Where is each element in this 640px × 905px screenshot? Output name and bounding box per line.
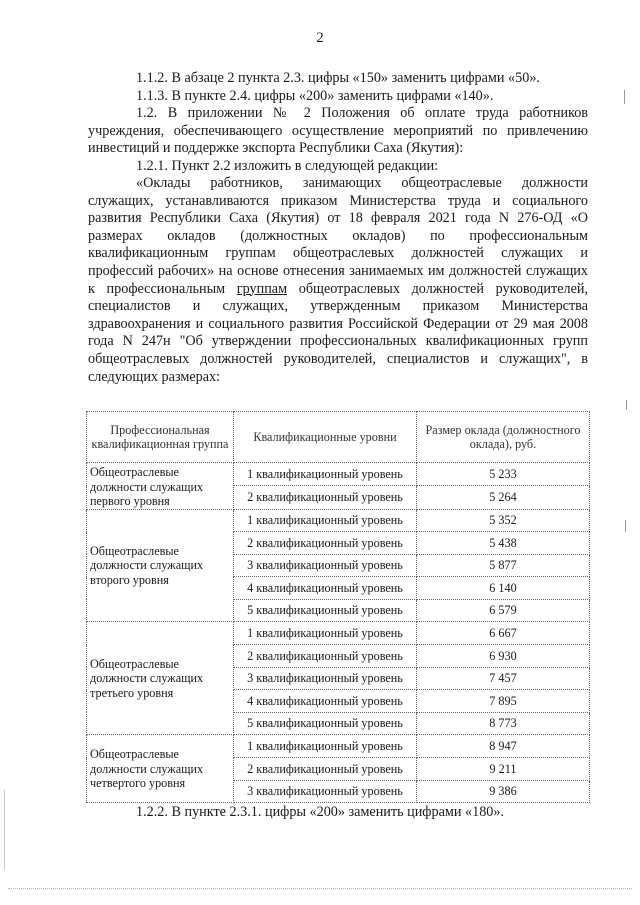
- level-cell: 5 квалификационный уровень: [234, 599, 417, 622]
- paragraph-salary-rule-part1: «Оклады работников, занимающих общеотраслевые должности служащих, устанавливаются приказом Министерства труда и социального развития Республики Саха (Якутия) от 18 февраля 2021 года N 276-ОД «О размерах окладов (должностных окладов) по профессиональным квалификационным группам общеотраслевых должностей служащих и профессий рабочих» на основе отнесения занимаемых им должностей служащих к профессиональным: [88, 175, 588, 297]
- salary-cell: 7 895: [417, 690, 590, 713]
- level-cell: 2 квалификационный уровень: [234, 532, 417, 555]
- table-row: [87, 463, 590, 486]
- paragraph-salary-rule-part2: общеотраслевых должностей руководителей, специалистов и служащих, утвержденным приказом Министерства здравоохранения и социального развития Российской Федерации от 29 мая 2008 года N 247н "Об утверждении профессиональных квалификационных групп общеотраслевых должностей руководителей, специалистов и служащих", в следующих размерах:: [88, 280, 589, 385]
- group-cell: Общеотраслевые должности служащих второго уровня: [87, 509, 234, 622]
- table-row: [87, 509, 590, 532]
- header-group: Профессиональная квалификационная группа: [87, 412, 234, 463]
- table-header-row: [87, 412, 590, 463]
- level-cell: 3 квалификационный уровень: [234, 554, 417, 577]
- salary-cell: 9 386: [417, 780, 590, 803]
- level-cell: 3 квалификационный уровень: [234, 667, 417, 690]
- page-number: 2: [316, 30, 324, 46]
- level-cell: 1 квалификационный уровень: [234, 735, 417, 758]
- salary-cell: 6 140: [417, 577, 590, 600]
- table-row: [87, 622, 590, 645]
- level-cell: 2 квалификационный уровень: [234, 758, 417, 781]
- level-cell: 1 квалификационный уровень: [234, 509, 417, 532]
- underlined-word: группам: [236, 280, 288, 297]
- salary-cell: 7 457: [417, 667, 590, 690]
- salary-cell: 5 264: [417, 486, 590, 509]
- scan-margin-mark: [625, 520, 626, 532]
- header-level: Квалификационные уровни: [234, 412, 417, 463]
- paragraph-1-2: 1.2. В приложении № 2 Положения об оплате труда работников учреждения, обеспечивающего осуществление мероприятий по привлечению инвестиций и поддержке экспорта Республики Саха (Якутия):: [88, 105, 588, 157]
- paragraph-1-1-2: 1.1.2. В абзаце 2 пункта 2.3. цифры «150» заменить цифрами «50».: [136, 70, 540, 86]
- scan-margin-mark: [4, 790, 5, 870]
- scan-margin-mark: [624, 90, 625, 104]
- level-cell: 2 квалификационный уровень: [234, 486, 417, 509]
- paragraph-salary-rule: [88, 175, 588, 386]
- scan-bottom-edge: [8, 888, 632, 889]
- salary-cell: 9 211: [417, 758, 590, 781]
- salary-cell: 8 773: [417, 712, 590, 735]
- scan-margin-mark: [626, 400, 627, 410]
- level-cell: 4 квалификационный уровень: [234, 690, 417, 713]
- level-cell: 1 квалификационный уровень: [234, 463, 417, 486]
- table-row: [87, 735, 590, 758]
- salary-cell: 5 438: [417, 532, 590, 555]
- group-cell: Общеотраслевые должности служащих первого уровня: [87, 463, 234, 510]
- salary-cell: 5 352: [417, 509, 590, 532]
- salary-cell: 5 877: [417, 554, 590, 577]
- paragraph-1-2-2: 1.2.2. В пункте 2.3.1. цифры «200» заменить цифрами «180».: [136, 804, 505, 820]
- level-cell: 2 квалификационный уровень: [234, 645, 417, 668]
- level-cell: 3 квалификационный уровень: [234, 780, 417, 803]
- salary-cell: 6 667: [417, 622, 590, 645]
- salary-cell: 6 930: [417, 645, 590, 668]
- level-cell: 1 квалификационный уровень: [234, 622, 417, 645]
- level-cell: 4 квалификационный уровень: [234, 577, 417, 600]
- paragraph-1-1-3: 1.1.3. В пункте 2.4. цифры «200» заменить цифрами «140».: [136, 88, 494, 104]
- salary-cell: 5 233: [417, 463, 590, 486]
- salary-cell: 6 579: [417, 599, 590, 622]
- level-cell: 5 квалификационный уровень: [234, 712, 417, 735]
- paragraph-1-2-1: 1.2.1. Пункт 2.2 изложить в следующей редакции:: [136, 158, 439, 174]
- salary-table: [86, 411, 590, 803]
- salary-cell: 8 947: [417, 735, 590, 758]
- group-cell: Общеотраслевые должности служащих четвертого уровня: [87, 735, 234, 803]
- group-cell: Общеотраслевые должности служащих третьего уровня: [87, 622, 234, 735]
- header-salary: Размер оклада (должностного оклада), руб.: [417, 412, 590, 463]
